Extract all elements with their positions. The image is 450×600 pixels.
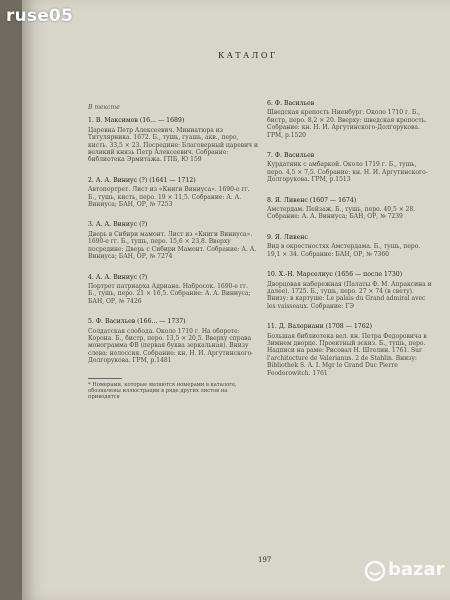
bazar-watermark xyxy=(364,556,444,588)
footnote-divider xyxy=(88,378,122,379)
bazar-logo-icon xyxy=(364,560,386,582)
entry-heading: 9. Я. Ливенс xyxy=(267,233,308,241)
watermark-text: bazar xyxy=(388,559,445,580)
page-title: КАТАЛОГ xyxy=(218,51,278,60)
entry-heading: 5. Ф. Васильев (166... — 1737) xyxy=(88,318,186,326)
entry-heading: 1. В. Максимов (16... — 1689) xyxy=(88,117,185,125)
page-number: 197 xyxy=(258,556,272,564)
catalog-entry xyxy=(88,221,258,260)
entry-description: Дворцовая набережная (Палаты Ф. М. Апраксина и далее). 1725. Б., тушь, перо. 27 × 74 (в свету). Внизу: в картуше: Le palais du Grand admiral avec les vaisseaux. Собрание: ГЭ xyxy=(267,280,432,310)
left-column xyxy=(88,100,258,401)
catalog-entry xyxy=(267,271,435,310)
entry-description: Вид в окрестностях Амстердама. Б., тушь, перо. 19,1 × 34. Собрание: БАН, ОР, № 7360 xyxy=(267,243,421,258)
entry-description: Автопортрет. Лист из «Книги Виниуса». 1690-е гг. Б., тушь, кисть, перо. 19 × 11,5. Собрание: А. А. Виниуса; БАН, ОР, № 7253 xyxy=(88,186,250,209)
catalog-entry xyxy=(267,234,435,258)
entry-description: Амстердам. Пейзаж. Б., тушь, перо. 40,5 × 28. Собрание: А. А. Виниуса; БАН, ОР, № 7239 xyxy=(267,206,416,221)
catalog-entry xyxy=(267,100,435,139)
entry-heading: 10. Х.-Н. Марселиус (1656 — после 1730) xyxy=(267,271,403,279)
catalog-entry xyxy=(267,323,435,377)
entry-description: Дверь в Сибири мамонт. Лист из «Книги Виниуса». 1690-е гг. Б., тушь, перо. 15,6 × 23,8. Вверху посредине: Дверь с Сибири Мамонт. Собрание: А. А. Виниуса; БАН, ОР, № 7274 xyxy=(88,230,257,261)
catalog-page xyxy=(22,0,450,600)
entry-description: Портрет патриарха Адриана. Набросок. 1690-е гг. Б., тушь, перо. 21 × 16,5. Собрание: А. А. Виниуса; БАН, ОР, № 7426 xyxy=(88,282,251,305)
entry-heading: 2. А. А. Виниус (?) (1641 — 1712) xyxy=(88,176,196,184)
entry-description: Большая библиотека вел. кн. Петра Федоровича в Зимнем дворце. Проектный эскиз. Б., тушь, перо. Надписи на раме: Рисовал Н. Штелин. 1761. Sur l'architecture de Valerianus. 2 de Stahlin. Внизу: Bibliothek S. A. I. Mgr le Grand Duc Pierre Feodorowitch. 1761 xyxy=(267,332,427,377)
entry-heading: 6. Ф. Васильев xyxy=(267,100,315,107)
right-column xyxy=(267,100,435,390)
entry-description: Солдатская слобода. Около 1710 г. На обороте: Корона. Б., бистр, перо. 13,5 × 20,5. Вверху справа монограмма ФВ (первая буква зеркальная). Внизу слева: нолоссия. Собрание: кн. Н. И. Аргутинского-Долгорукова. ГРМ, р.1481 xyxy=(88,327,254,365)
catalog-entry xyxy=(88,318,258,364)
section-label: В тексте xyxy=(88,104,120,111)
entry-description: Курдатник с амбаркой. Около 1719 г. Б., тушь, перо. 4,5 × 7,5. Собрание: кн. Н. И. Аргутинского-Долгорукова. ГРМ, р.1513 xyxy=(267,161,428,184)
catalog-entry xyxy=(88,177,258,209)
ruse05-logo: ruse05 xyxy=(6,6,73,26)
entry-heading: 3. А. А. Виниус (?) xyxy=(88,221,148,229)
entry-heading: 8. Я. Ливенс (1607 — 1674) xyxy=(267,196,357,204)
entry-description: Царевна Петр Алексеевич. Миниатюра из Титулярника. 1672. Б., тушь, гуашь, акв., перо, кисть. 33,5 × 23. Посредине: Благоверный царевич и великий князь Петр Алексеевич. Собрание: библиотека Эрмитажа. ГПБ, Ю 159 xyxy=(88,126,259,164)
catalog-entry xyxy=(88,274,258,306)
catalog-entry xyxy=(267,152,435,184)
entry-description: Шведская крепость Ниенбург. Около 1710 г. Б., бистр, перо. 8,2 × 20. Вверху: шведская крепость. Собрание: кн. Н. И. Аргутинского-Долгорукова. ГРМ, р.1520 xyxy=(267,109,427,139)
catalog-entry xyxy=(88,117,258,163)
entry-heading: 7. Ф. Васильев xyxy=(267,152,315,160)
catalog-entry xyxy=(267,197,435,221)
entry-heading: 4. А. А. Виниус (?) xyxy=(88,273,148,281)
entry-heading: 11. Д. Валериани (1708 — 1762) xyxy=(267,323,373,331)
footnote: * Номерами, которые являются номерами в каталоге, обозначены иллюстрации в ряде других листов на приводятся xyxy=(88,381,237,401)
